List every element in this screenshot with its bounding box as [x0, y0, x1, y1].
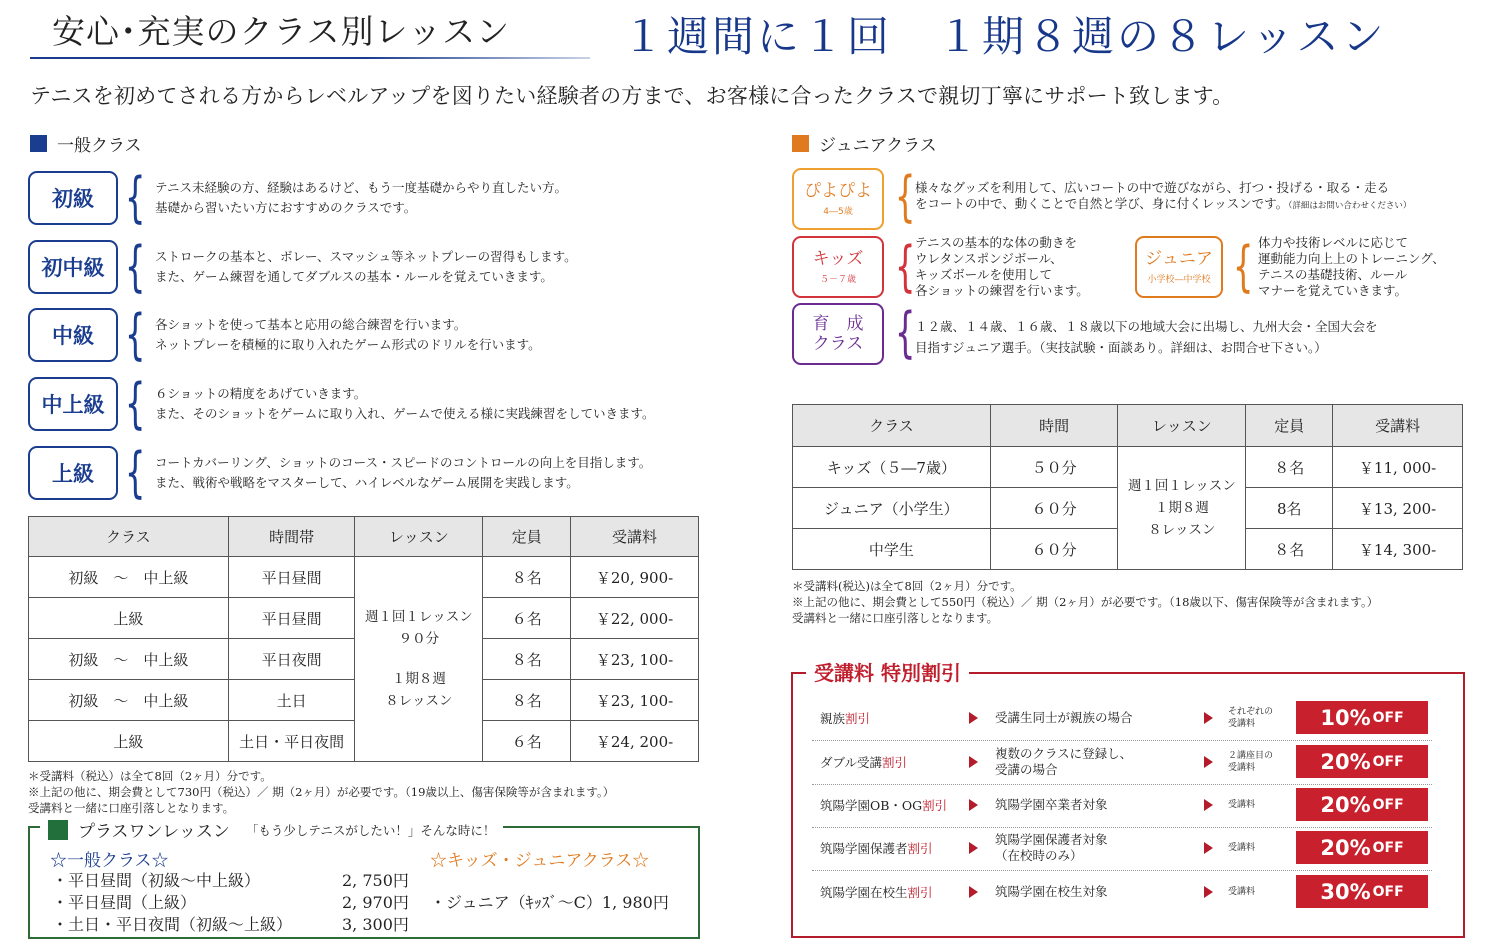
table-row: [793, 447, 1463, 488]
desc-line: マナーを覚えていきます。: [1258, 283, 1408, 298]
discount-off-label: OFF: [1372, 753, 1404, 770]
condition-line: （在校時のみ）: [995, 848, 1083, 863]
table-cell: キッズ（５―7歳）: [793, 447, 991, 488]
level-description-upper-intermediate: [155, 384, 655, 424]
desc-line: ネットプレーを積極的に取り入れたゲーム形式のドリルを行います。: [155, 337, 541, 352]
desc-line: また、そのショットをゲームに取り入れ、ゲームで使える様に実践練習をしていきます。: [155, 406, 655, 421]
lesson-line: １期８週: [1154, 500, 1209, 516]
kids-description: [915, 235, 1089, 299]
table-cell: 平日昼間: [228, 557, 355, 598]
note-line: ※上記の他に、期会費として730円（税込）／ 期（2ヶ月）が必要です。（19歳以上、傷害保険等が含まれます。）: [28, 785, 615, 799]
desc-line: テニス未経験の方、経験はあるけど、もう一度基礎からやり直したい方。: [155, 180, 568, 195]
discount-name-prefix: 親族: [820, 711, 846, 726]
arrow-right-icon: [969, 712, 978, 724]
desc-line: 基礎から習いたい方におすすめのクラスです。: [155, 200, 417, 215]
table-cell: ￥23, 100-: [571, 680, 699, 721]
lesson-line: １期８週: [391, 671, 446, 687]
brace-icon: {: [894, 165, 916, 228]
table-cell: ￥22, 000-: [571, 598, 699, 639]
table-header-row: [793, 405, 1463, 447]
desc-line: テニスの基礎技術、ルール: [1258, 267, 1408, 282]
lesson-cell: [355, 557, 483, 762]
arrow-right-icon: [1204, 886, 1213, 898]
plus-one-general-title: ☆一般クラス☆: [50, 851, 169, 871]
plus-one-item-price: 2, 750円: [342, 871, 409, 890]
table-header: 時間帯: [228, 517, 355, 557]
level-description-lower-intermediate: [155, 247, 577, 287]
plus-one-item-name: ・土日・平日夜間（初級～上級）: [52, 915, 293, 934]
note-line: ＊受講料（税込）は全て8回（2ヶ月）分です。: [28, 769, 272, 783]
desc-line: コートカバーリング、ショットのコース・スピードのコントロールの向上を目指します。: [155, 455, 652, 470]
table-cell: ６０分: [990, 488, 1118, 529]
lesson-line: 週１回１レッスン: [364, 609, 473, 625]
table-cell: 初級 ～ 中上級: [29, 557, 229, 598]
badge-kids: [792, 236, 884, 298]
general-fee-table: [28, 516, 699, 762]
table-cell: 中学生: [793, 529, 991, 570]
table-row: [29, 557, 699, 598]
square-bullet-icon: [48, 820, 68, 840]
table-header: クラス: [793, 405, 991, 447]
table-cell: 初級 ～ 中上級: [29, 639, 229, 680]
discount-percent: 20%: [1320, 835, 1371, 860]
general-fee-notes: [28, 768, 614, 816]
basis-line: ２講座目の: [1228, 751, 1274, 761]
desc-line: 運動能力向上上のトレーニング、: [1258, 251, 1445, 266]
badge-label: クラス: [812, 334, 864, 354]
plus-one-item-price: 2, 970円: [342, 893, 409, 912]
table-cell: 土日: [228, 680, 355, 721]
discount-basis: [1228, 741, 1273, 783]
brace-icon: {: [124, 235, 146, 298]
lesson-line: ８レッスン: [1148, 522, 1216, 538]
discount-condition: [995, 827, 1108, 869]
basis-line: 受講料: [1228, 843, 1256, 853]
arrow-right-icon: [969, 842, 978, 854]
table-cell: 8名: [1246, 488, 1333, 529]
note-line: 受講料と一緒に口座引落しとなります。: [792, 611, 999, 625]
table-cell: ジュニア（小学生）: [793, 488, 991, 529]
table-header: 受講料: [571, 517, 699, 557]
arrow-right-icon: [969, 756, 978, 768]
basis-line: 受講料: [1228, 719, 1256, 729]
badge-age: 小学校―中学校: [1147, 275, 1211, 285]
plus-one-title: プラスワンレッスン: [78, 822, 230, 842]
desc-line: ウレタンスポンジボール、: [915, 251, 1063, 266]
plus-one-item-name: ・平日昼間（初級～中上級）: [52, 871, 261, 890]
table-cell: ￥20, 900-: [571, 557, 699, 598]
discount-condition: [995, 871, 1108, 913]
discount-badge: [1296, 788, 1428, 821]
discount-badge: [1296, 745, 1428, 778]
table-cell: ８名: [483, 557, 571, 598]
discount-name: [820, 827, 933, 869]
badge-label: ジュニア: [1145, 249, 1213, 269]
table-cell: ￥14, 300-: [1333, 529, 1463, 570]
badge-age: ５－７歳: [819, 275, 856, 285]
discount-name: [820, 697, 870, 739]
discount-percent: 20%: [1320, 749, 1371, 774]
table-header: 時間: [990, 405, 1118, 447]
discount-row: [812, 827, 1432, 869]
arrow-right-icon: [1204, 799, 1213, 811]
badge-age: 4―5歳: [823, 207, 853, 217]
arrow-right-icon: [969, 799, 978, 811]
table-cell: ６名: [483, 721, 571, 762]
discount-off-label: OFF: [1372, 883, 1404, 900]
discount-basis: [1228, 697, 1273, 739]
intro-text: テニスを初めてされる方からレベルアップを図りたい経験者の方まで、お客様に合ったクラスで親切丁寧にサポート致します。: [30, 84, 1234, 108]
badge-ikusei: [792, 303, 884, 365]
desc-line: 目指すジュニア選手。（実技試験・面談あり。詳細は、お問合せ下さい。）: [915, 340, 1327, 355]
desc-note: （詳細はお問い合わせください）: [1288, 201, 1412, 211]
plus-one-item-name: ・平日昼間（上級）: [52, 893, 197, 912]
desc-line: テニスの基本的な体の動きを: [915, 235, 1078, 250]
page-subtitle: １週間に１回 １期８週の８レッスン: [622, 12, 1387, 61]
discount-row: [812, 784, 1432, 826]
discount-name-prefix: ダブル受講: [820, 755, 883, 770]
junior-class-heading-label: ジュニアクラス: [819, 136, 937, 156]
discount-name-prefix: 筑陽学園保護者: [820, 841, 908, 856]
desc-line: ストロークの基本と、ボレー、スマッシュ等ネットプレーの習得もします。: [155, 249, 577, 264]
discount-condition: [995, 784, 1108, 826]
square-bullet-icon: [30, 135, 47, 152]
discount-name-prefix: 筑陽学園在校生: [820, 885, 908, 900]
junior-description: [1258, 235, 1445, 299]
discount-basis: [1228, 827, 1255, 869]
desc-line: また、ゲーム練習を通してダブルスの基本・ルールを覚えていきます。: [155, 269, 553, 284]
table-cell: ８名: [1246, 447, 1333, 488]
table-cell: ６名: [483, 598, 571, 639]
page-title: 安心･充実のクラス別レッスン: [52, 12, 511, 51]
basis-line: 受講料: [1228, 800, 1256, 810]
discount-row: [812, 697, 1432, 739]
desc-line: ６ショットの精度をあげていきます。: [155, 386, 367, 401]
lesson-cell: [1118, 447, 1246, 570]
condition-line: 受講の場合: [995, 762, 1058, 777]
discount-name-suffix: 割引: [845, 711, 871, 726]
discount-badge: [1296, 875, 1428, 908]
condition-line: 複数のクラスに登録し、: [995, 746, 1133, 761]
discount-heading: 受講料 特別割引: [806, 657, 969, 686]
discount-name: [820, 871, 933, 913]
level-description-intermediate: [155, 315, 541, 355]
brace-icon: {: [124, 303, 146, 366]
badge-label: キッズ: [812, 249, 864, 269]
discount-name-suffix: 割引: [922, 798, 948, 813]
note-line: 受講料と一緒に口座引落しとなります。: [28, 801, 235, 815]
condition-line: 受講生同士が親族の場合: [995, 710, 1133, 725]
discount-badge: [1296, 831, 1428, 864]
arrow-right-icon: [1204, 756, 1213, 768]
brace-icon: {: [124, 166, 146, 229]
table-header: レッスン: [1118, 405, 1246, 447]
junior-fee-table: [792, 404, 1463, 570]
table-header: 定員: [483, 517, 571, 557]
brace-icon: {: [124, 372, 146, 435]
square-bullet-icon: [792, 135, 809, 152]
lesson-line: 週１回１レッスン: [1127, 478, 1236, 494]
condition-line: 筑陽学園卒業者対象: [995, 797, 1108, 812]
discount-name-suffix: 割引: [907, 885, 933, 900]
arrow-right-icon: [1204, 842, 1213, 854]
basis-line: それぞれの: [1228, 707, 1274, 717]
desc-line: また、戦術や戦略をマスターして、ハイレベルなゲーム展開を実践します。: [155, 475, 579, 490]
table-cell: 上級: [29, 598, 229, 639]
discount-percent: 30%: [1320, 879, 1371, 904]
discount-name-suffix: 割引: [907, 841, 933, 856]
table-header: レッスン: [355, 517, 483, 557]
table-cell: 平日夜間: [228, 639, 355, 680]
basis-line: 受講料: [1228, 887, 1256, 897]
junior-fee-notes: [792, 578, 1378, 626]
arrow-right-icon: [1204, 712, 1213, 724]
badge-label: 育 成: [812, 314, 864, 334]
badge-piyopiyo: [792, 168, 884, 230]
level-description-advanced: [155, 453, 651, 493]
table-cell: 平日昼間: [228, 598, 355, 639]
table-cell: ６０分: [990, 529, 1118, 570]
level-description-beginner: [155, 178, 567, 218]
table-cell: ￥13, 200-: [1333, 488, 1463, 529]
discount-off-label: OFF: [1372, 839, 1404, 856]
general-class-heading-label: 一般クラス: [57, 136, 142, 156]
brace-icon: {: [894, 301, 916, 364]
table-cell: 土日・平日夜間: [228, 721, 355, 762]
level-badge-upper-intermediate: 中上級: [28, 377, 118, 431]
table-header: 定員: [1246, 405, 1333, 447]
level-badge-intermediate: 中級: [28, 308, 118, 362]
badge-junior: [1135, 236, 1223, 298]
table-cell: ５０分: [990, 447, 1118, 488]
discount-percent: 10%: [1320, 705, 1371, 730]
discount-name-prefix: 筑陽学園OB・OG: [820, 798, 923, 813]
desc-line: 様々なグッズを利用して、広いコートの中で遊びながら、打つ・投げる・取る・走る: [915, 180, 1390, 195]
plus-one-kids-item: ・ジュニア（ｷｯｽﾞ～C）1, 980円: [430, 893, 669, 912]
level-badge-advanced: 上級: [28, 446, 118, 500]
arrow-right-icon: [969, 886, 978, 898]
general-class-heading: [30, 131, 142, 156]
junior-class-heading: [792, 131, 937, 156]
plus-one-kids-title: ☆キッズ・ジュニアクラス☆: [430, 851, 650, 871]
table-cell: ￥24, 200-: [571, 721, 699, 762]
desc-line: １２歳、１４歳、１６歳、１８歳以下の地域大会に出場し、九州大会・全国大会を: [915, 319, 1378, 334]
piyopiyo-description: [915, 180, 1411, 214]
desc-line: 各ショットの練習を行います。: [915, 283, 1089, 298]
discount-off-label: OFF: [1372, 709, 1404, 726]
plus-one-item-price: 3, 300円: [342, 915, 409, 934]
desc-line: をコートの中で、動くことで自然と学び、身に付くレッスンです。: [915, 196, 1289, 211]
title-underline: [30, 57, 590, 59]
badge-label: ぴよぴよ: [804, 181, 872, 201]
lesson-line: ８レッスン: [385, 693, 453, 709]
brace-icon: {: [1232, 235, 1254, 298]
brace-icon: {: [894, 235, 916, 298]
table-header: クラス: [29, 517, 229, 557]
condition-line: 筑陽学園保護者対象: [995, 832, 1108, 847]
plus-one-tagline: 「もう少しテニスがしたい！」そんな時に！: [245, 822, 496, 838]
discount-name: [820, 741, 907, 783]
table-header: 受講料: [1333, 405, 1463, 447]
discount-condition: [995, 741, 1132, 783]
discount-condition: [995, 697, 1133, 739]
discount-row: [812, 871, 1432, 913]
discount-badge: [1296, 701, 1428, 734]
desc-line: 体力や技術レベルに応じて: [1258, 235, 1409, 250]
table-cell: ￥11, 000-: [1333, 447, 1463, 488]
discount-row: [812, 741, 1432, 783]
discount-basis: [1228, 784, 1255, 826]
table-cell: ８名: [483, 680, 571, 721]
condition-line: 筑陽学園在校生対象: [995, 884, 1108, 899]
discount-percent: 20%: [1320, 792, 1371, 817]
desc-line: 各ショットを使って基本と応用の総合練習を行います。: [155, 317, 467, 332]
discount-basis: [1228, 871, 1255, 913]
table-cell: 初級 ～ 中上級: [29, 680, 229, 721]
lesson-line: ９０分: [398, 631, 440, 647]
level-badge-lower-intermediate: 初中級: [28, 240, 118, 294]
table-cell: ８名: [483, 639, 571, 680]
note-line: ＊受講料(税込)は全て8回（2ヶ月）分です。: [792, 579, 1022, 593]
discount-name: [820, 784, 947, 826]
table-cell: ￥23, 100-: [571, 639, 699, 680]
note-line: ※上記の他に、期会費として550円（税込）／ 期（2ヶ月）が必要です。（18歳以下、傷害保険等が含まれます。）: [792, 595, 1379, 609]
level-badge-beginner: 初級: [28, 171, 118, 225]
table-cell: ８名: [1246, 529, 1333, 570]
discount-name-suffix: 割引: [882, 755, 908, 770]
table-header-row: [29, 517, 699, 557]
discount-off-label: OFF: [1372, 796, 1404, 813]
ikusei-description: [915, 316, 1378, 358]
plus-one-heading: [40, 817, 503, 842]
brace-icon: {: [124, 441, 146, 504]
table-cell: 上級: [29, 721, 229, 762]
desc-line: キッズボールを使用して: [915, 267, 1053, 282]
basis-line: 受講料: [1228, 763, 1256, 773]
